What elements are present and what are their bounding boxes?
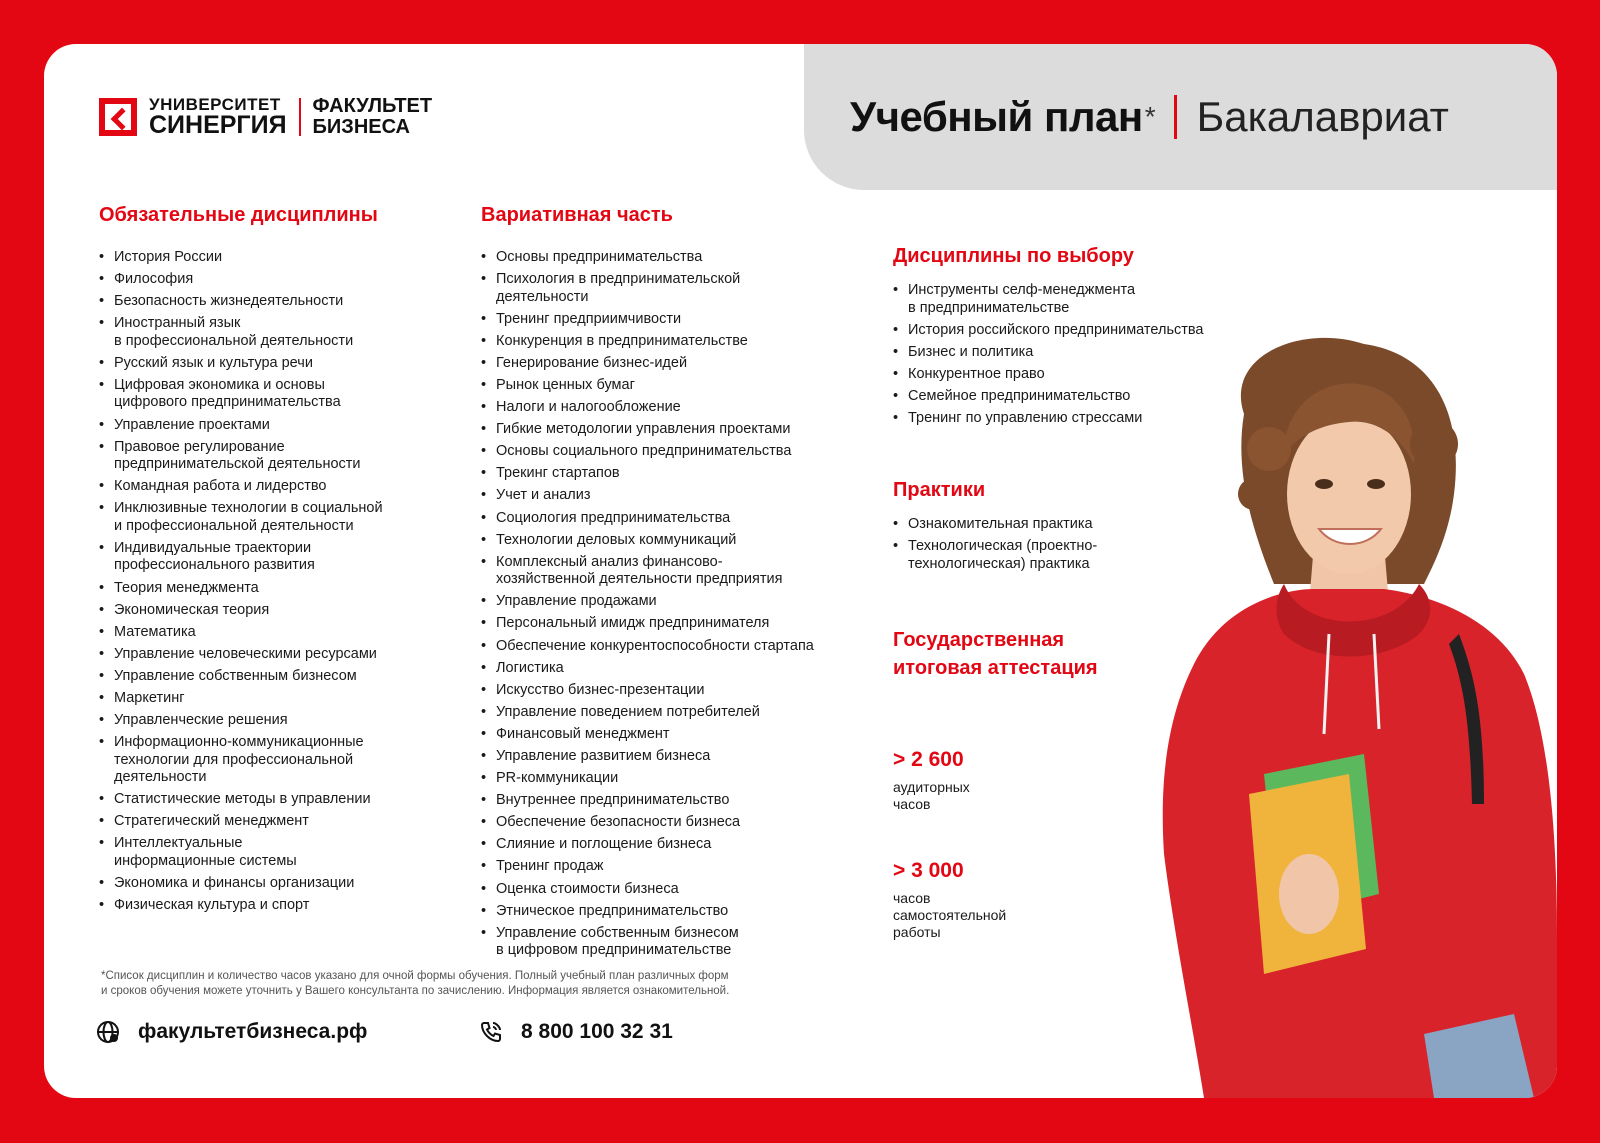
list-item: • Экономическая теория [99, 602, 459, 620]
eye [1315, 479, 1333, 489]
university-name [149, 96, 287, 138]
phone-icon [479, 1020, 503, 1044]
stat-value: > 2 600 [893, 748, 964, 771]
stat-label: аудиторных часов [893, 779, 970, 812]
student-photo [1134, 334, 1557, 1098]
list-item: • Финансовый менеджмент [481, 726, 881, 744]
website-link[interactable]: факультетбизнеса.рф [138, 1020, 368, 1043]
list-item: • Налоги и налогообложение [481, 399, 881, 417]
faculty-name [313, 96, 433, 138]
list-item: • Конкуренция в предпринимательстве [481, 333, 881, 351]
list-item: • Философия [99, 271, 459, 289]
practices-heading: Практики [893, 479, 986, 501]
list-item: • Семейное предпринимательство [893, 388, 1293, 406]
list-item: • Ознакомительная практика [893, 516, 1193, 534]
list-item: • Конкурентное право [893, 366, 1293, 384]
phone-contact[interactable] [479, 1020, 673, 1044]
hair-curl [1247, 427, 1291, 471]
list-item: • История России [99, 249, 459, 267]
variative-heading: Вариативная часть [481, 204, 673, 226]
synergy-logo-icon [99, 98, 137, 136]
hand [1279, 854, 1339, 934]
electives-heading: Дисциплины по выбору [893, 245, 1134, 267]
list-item: • Учет и анализ [481, 487, 881, 505]
list-item: • Бизнес и политика [893, 344, 1293, 362]
list-item: • Тренинг предприимчивости [481, 311, 881, 329]
stat-value: > 3 000 [893, 859, 964, 882]
logo-divider [299, 98, 301, 136]
phone-number[interactable]: 8 800 100 32 31 [521, 1020, 673, 1043]
list-item: • PR-коммуникации [481, 770, 881, 788]
list-item: • Управление собственным бизнесом [99, 668, 459, 686]
list-item: • Инструменты селф-менеджмента в предпринимательстве [893, 282, 1293, 317]
globe-icon [96, 1020, 120, 1044]
list-item: • Обеспечение безопасности бизнеса [481, 814, 881, 832]
list-item: • Управление поведением потребителей [481, 704, 881, 722]
mandatory-list [99, 249, 459, 915]
list-item: • Технологическая (проектно- технологическая) практика [893, 538, 1193, 573]
hair-curl [1410, 420, 1458, 468]
list-item: • Управление продажами [481, 593, 881, 611]
list-item: • Интеллектуальные информационные системы [99, 835, 459, 870]
list-item: • Управление человеческими ресурсами [99, 646, 459, 664]
list-item: • Внутреннее предпринимательство [481, 792, 881, 810]
faculty-line-2: БИЗНЕСА [312, 116, 410, 138]
attestation-line-1: Государственная [893, 629, 1065, 651]
title-divider [1174, 95, 1177, 139]
synergy-logo[interactable] [99, 96, 432, 138]
list-item: • Технологии деловых коммуникаций [481, 532, 881, 550]
footnote: *Список дисциплин и количество часов указано для очной формы обучения. Полный учебный план различных форм и сроков обучения можете уточнить у Вашего консультанта по зачислению. Информация является ознакомительной. [101, 970, 730, 997]
stat-self-study-hours [893, 859, 1093, 941]
list-item: • Информационно-коммуникационные технологии для профессиональной деятельности [99, 734, 459, 787]
list-item: • Русский язык и культура речи [99, 355, 459, 373]
list-item: • Цифровая экономика и основы цифрового предпринимательства [99, 377, 459, 412]
list-item: • Тренинг по управлению стрессами [893, 410, 1293, 428]
list-item: • Слияние и поглощение бизнеса [481, 836, 881, 854]
title-asterisk: * [1144, 101, 1156, 132]
list-item: • Инклюзивные технологии в социальной и профессиональной деятельности [99, 500, 459, 535]
brochure-card [44, 44, 1557, 1098]
page-title-box [804, 44, 1557, 190]
attestation-line-2: итоговая аттестация [893, 657, 1098, 679]
list-item: • Психология в предпринимательской деятельности [481, 271, 881, 306]
list-item: • История российского предпринимательства [893, 322, 1293, 340]
face [1287, 414, 1411, 574]
list-item: • Экономика и финансы организации [99, 875, 459, 893]
eye [1367, 479, 1385, 489]
hair-curl [1238, 478, 1270, 510]
list-item: • Математика [99, 624, 459, 642]
variative-list [481, 249, 881, 960]
list-item: • Этническое предпринимательство [481, 903, 881, 921]
list-item: • Маркетинг [99, 690, 459, 708]
list-item: • Управление развитием бизнеса [481, 748, 881, 766]
list-item: • Комплексный анализ финансово- хозяйственной деятельности предприятия [481, 554, 881, 589]
list-item: • Правовое регулирование предпринимательской деятельности [99, 439, 459, 474]
list-item: • Оценка стоимости бизнеса [481, 881, 881, 899]
list-item: • Тренинг продаж [481, 858, 881, 876]
list-item: • Стратегический менеджмент [99, 813, 459, 831]
list-item: • Логистика [481, 660, 881, 678]
logo-line-1: УНИВЕРСИТЕТ [149, 95, 281, 114]
list-item: • Социология предпринимательства [481, 510, 881, 528]
mandatory-section [99, 204, 459, 919]
list-item: • Командная работа и лидерство [99, 478, 459, 496]
list-item: • Обеспечение конкурентоспособности стартапа [481, 638, 881, 656]
attestation-heading [893, 626, 1098, 682]
page-subtitle: Бакалавриат [1196, 93, 1449, 140]
list-item: • Физическая культура и спорт [99, 897, 459, 915]
list-item: • Безопасность жизнедеятельности [99, 293, 459, 311]
logo-line-2: СИНЕРГИЯ [149, 111, 287, 139]
list-item: • Гибкие методологии управления проектами [481, 421, 881, 439]
page-title: Учебный план [850, 93, 1143, 140]
variative-section [481, 204, 881, 964]
list-item: • Управление проектами [99, 417, 459, 435]
list-item: • Управление собственным бизнесом в цифровом предпринимательстве [481, 925, 881, 960]
list-item: • Управленческие решения [99, 712, 459, 730]
list-item: • Основы предпринимательства [481, 249, 881, 267]
faculty-line-1: ФАКУЛЬТЕТ [312, 95, 433, 117]
list-item: • Трекинг стартапов [481, 465, 881, 483]
list-item: • Персональный имидж предпринимателя [481, 615, 881, 633]
list-item: • Иностранный язык в профессиональной деятельности [99, 315, 459, 350]
list-item: • Статистические методы в управлении [99, 791, 459, 809]
website-contact[interactable] [96, 1020, 367, 1044]
stat-label: часов самостоятельной работы [893, 890, 1007, 940]
list-item: • Основы социального предпринимательства [481, 443, 881, 461]
list-item: • Рынок ценных бумаг [481, 377, 881, 395]
list-item: • Генерирование бизнес-идей [481, 355, 881, 373]
list-item: • Индивидуальные траектории профессионального развития [99, 540, 459, 575]
mandatory-heading: Обязательные дисциплины [99, 204, 378, 226]
list-item: • Искусство бизнес-презентации [481, 682, 881, 700]
stat-classroom-hours [893, 748, 1093, 813]
list-item: • Теория менеджмента [99, 580, 459, 598]
